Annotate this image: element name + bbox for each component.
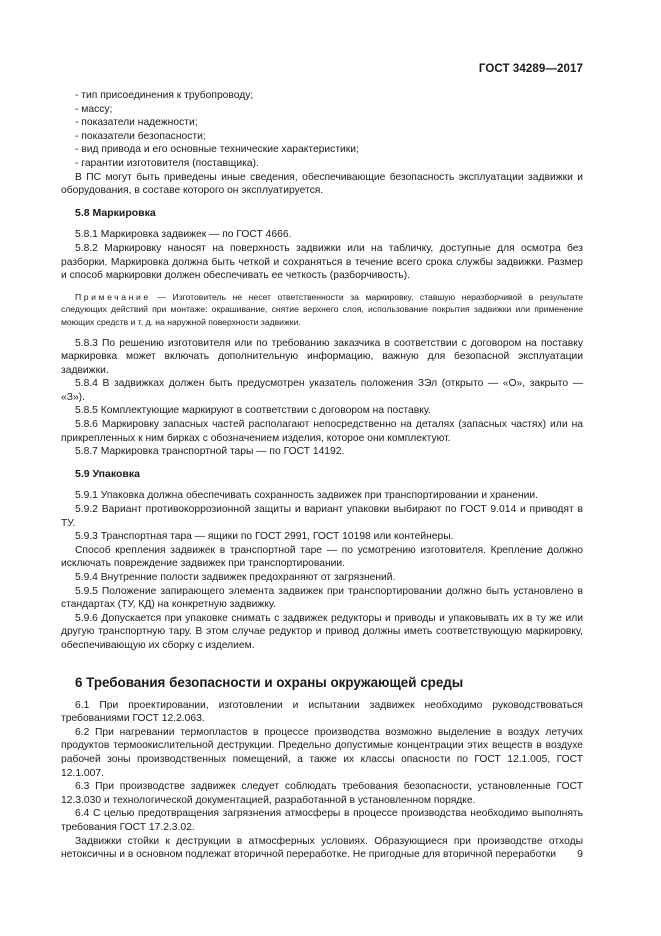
paragraph: 5.8.4 В задвижках должен быть предусмотрен указатель положения ЗЭл (открыто — «О», закрыто — «З»).: [61, 378, 583, 403]
section-heading-5-8: 5.8 Маркировка: [75, 206, 156, 219]
document-id: ГОСТ 34289—2017: [478, 63, 583, 75]
paragraph: 5.8.6 Маркировку запасных частей располагают непосредственно на деталях (запасных частях) или на прикрепленных к ним бирках с обозначением изделия, которое они комплектуют.: [61, 419, 583, 444]
paragraph: 5.9.2 Вариант противокоррозионной защиты и вариант упаковки выбирают по ГОСТ 9.014 и приводят в ТУ.: [61, 504, 583, 529]
list-item: - показатели надежности;: [75, 117, 198, 129]
paragraph: 5.8.1 Маркировка задвижек — по ГОСТ 4666.: [75, 229, 292, 241]
list-item: - тип присоединения к трубопроводу;: [75, 90, 254, 101]
list-item: - вид привода и его основные технические характеристики;: [75, 144, 359, 156]
paragraph: 5.9.6 Допускается при упаковке снимать с задвижек редукторы и приводы и упаковывать их в ту же или другую транспортную тару. В этом случае редуктор и привод должны иметь соответствующую маркировку, обеспечивающую их сборку с изделием.: [61, 612, 583, 651]
list-item: - гарантии изготовителя (поставщика).: [75, 157, 259, 169]
section-heading-6: 6 Требования безопасности и охраны окружающей среды: [75, 674, 464, 690]
page-content: [61, 89, 583, 862]
paragraph: Задвижки стойки к деструкции в атмосферных условиях. Образующиеся при производстве отходы нетоксичны и в основном подлежат вторичной переработке. Не пригодные для вторичной переработки: [61, 835, 583, 861]
paragraph: 5.9.5 Положение запирающего элемента задвижек при транспортировании должно быть установлено в стандартах (ТУ, КД) на конкретную задвижку.: [61, 585, 583, 611]
paragraph: 5.8.7 Маркировка транспортной тары — по ГОСТ 14192.: [75, 446, 345, 458]
paragraph: В ПС могут быть приведены иные сведения, обеспечивающие безопасность эксплуатации задвижки и оборудования, в составе которого он эксплуатируется.: [61, 171, 583, 197]
paragraph: 6.4 С целью предотвращения загрязнения атмосферы в процессе производства необходимо выполнять требования ГОСТ 17.2.3.02.: [61, 808, 583, 833]
note-label: Примечание: [75, 291, 151, 302]
paragraph: 5.8.3 По решению изготовителя или по требованию заказчика в соответствии с договором на поставку маркировка может включать дополнительную информацию, важную для безопасной эксплуатации задвижки.: [61, 337, 583, 376]
paragraph: 6.2 При нагревании термопластов в процессе производства возможно выделение в воздух летучих продуктов термоокислительной деструкции. Предельно допустимые концентрации этих веществ в воздухе рабочей зоны производственных помещений, а также их классы опасности по ГОСТ 12.1.005, ГОСТ 12.1.007.: [61, 726, 583, 779]
paragraph: 5.9.4 Внутренние полости задвижек предохраняют от загрязнений.: [75, 572, 396, 583]
list-item: - показатели безопасности;: [75, 130, 206, 142]
page-number: 9: [577, 848, 583, 860]
paragraph: Способ крепления задвижек в транспортной таре — по усмотрению изготовителя. Крепление должно исключать повреждение задвижек при транспортировании.: [61, 544, 583, 570]
note: [61, 291, 583, 329]
section-heading-5-9: 5.9 Упаковка: [75, 467, 140, 480]
paragraph: 5.8.2 Маркировку наносят на поверхность задвижки или на табличку, доступные для осмотра без разборки. Маркировка должна быть четкой и сохраняться в течение всего срока службы задвижки. Размер и способ маркировки должен обеспечивать ее четкость (разборчивость).: [61, 242, 583, 282]
paragraph: 6.3 При производстве задвижек следует соблюдать требования безопасности, установленные ГОСТ 12.3.030 и технологической документацией, разработанной в установленном порядке.: [61, 781, 583, 806]
paragraph: 5.8.5 Комплектующие маркируют в соответствии с договором на поставку.: [75, 405, 431, 417]
paragraph: 5.9.3 Транспортная тара — ящики по ГОСТ 2991, ГОСТ 10198 или контейнеры.: [75, 531, 454, 543]
note-text: — Изготовитель не несет ответственности за маркировку, ставшую неразборчивой в результате следующих действий при монтаже: окрашивание, снятие верхнего слоя, использование покрытия задвижки или применение моющих средств и т. д. на наружной поверхности задвижки.: [61, 291, 583, 327]
paragraph: 5.9.1 Упаковка должна обеспечивать сохранность задвижек при транспортировании и хранении.: [75, 490, 538, 502]
list-item: - массу;: [75, 103, 113, 115]
paragraph: 6.1 При проектировании, изготовлении и испытании задвижек необходимо руководствоваться требованиями ГОСТ 12.2.063.: [61, 699, 583, 725]
